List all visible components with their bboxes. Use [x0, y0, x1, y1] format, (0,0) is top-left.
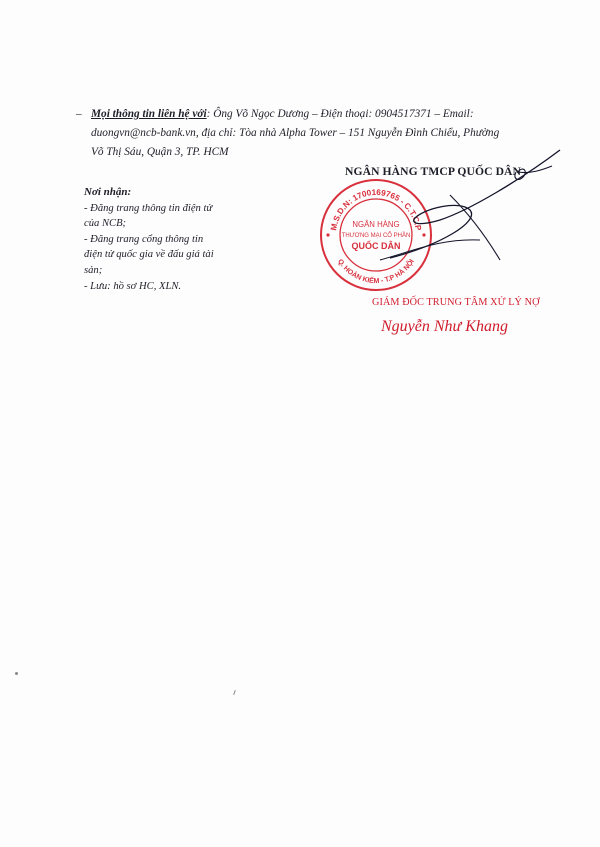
signer-name: Nguyễn Như Khang	[381, 318, 508, 335]
recipient-line: - Đăng trang cổng thông tin	[84, 233, 204, 245]
contact-line2: duongvn@ncb-bank.vn, địa chỉ: Tòa nhà Alpha Tower – 151 Nguyễn Đình Chiểu, Phường	[91, 127, 500, 139]
seal-bottom-text: Q. HOÀN KIẾM - T.P HÀ NỘI	[336, 258, 416, 286]
contact-line1: : Ông Võ Ngọc Dương – Điện thoại: 0904517371 – Email:	[206, 108, 474, 120]
list-dash: –	[76, 108, 82, 120]
seal-inner-line2: THƯƠNG MẠI CỔ PHẦN	[341, 233, 411, 239]
company-seal	[318, 177, 434, 293]
recipient-line: - Đăng trang thông tin điện tử	[84, 202, 213, 214]
seal-inner-line3: QUỐC DÂN	[351, 241, 401, 251]
recipients-block	[84, 185, 259, 294]
recipient-line: sản;	[84, 264, 103, 276]
seal-outer-text: M.S.D.N: 1700169765 - C.T.C.P	[329, 187, 423, 232]
director-title: GIÁM ĐỐC TRUNG TÂM XỬ LÝ NỢ	[372, 297, 540, 308]
recipient-line: - Lưu: hồ sơ HC, XLN.	[84, 280, 182, 292]
contact-info	[76, 105, 536, 162]
recipient-line: của NCB;	[84, 218, 127, 230]
scan-speck	[15, 672, 18, 675]
recipients-title: Nơi nhận:	[84, 186, 132, 198]
contact-line3: Võ Thị Sáu, Quận 3, TP. HCM	[91, 146, 229, 158]
scan-speck	[233, 690, 236, 695]
contact-label: Mọi thông tin liên hệ với	[91, 108, 207, 120]
bank-name: NGÂN HÀNG TMCP QUỐC DÂN	[345, 165, 521, 178]
seal-inner-line1: NGÂN HÀNG	[352, 220, 400, 229]
contact-paragraph	[91, 105, 536, 162]
recipient-line: điện tử quốc gia về đấu giá tài	[84, 249, 214, 261]
